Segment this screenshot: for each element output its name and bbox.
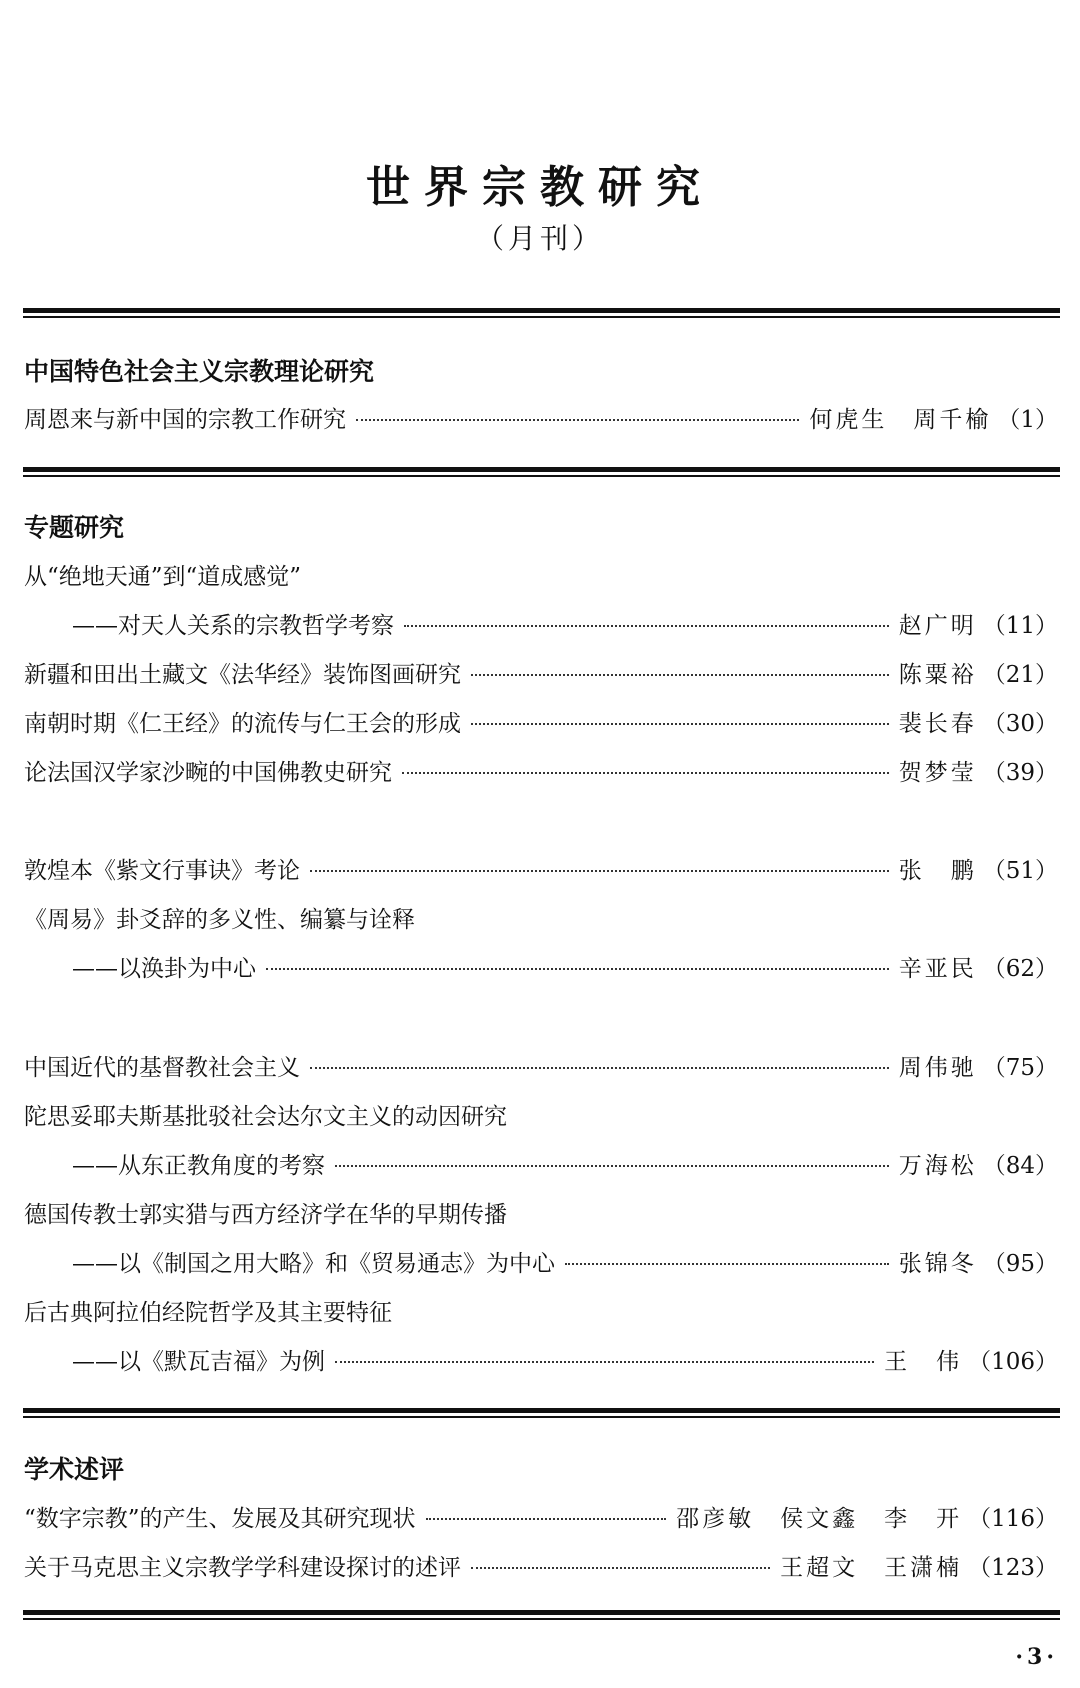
- section-heading: 学术述评: [24, 1455, 125, 1484]
- entry-page: （62）: [982, 956, 1058, 982]
- entry-title[interactable]: 陀思妥耶夫斯基批驳社会达尔文主义的动因研究: [24, 1104, 507, 1130]
- divider-top: [23, 308, 1060, 318]
- entry-title: 中国近代的基督教社会主义: [24, 1055, 300, 1081]
- entry-authors: 裴长春: [898, 711, 977, 737]
- leader-dots: [266, 968, 889, 970]
- leader-dots: [471, 723, 889, 725]
- entry-title: 南朝时期《仁王经》的流传与仁王会的形成: [24, 711, 461, 737]
- toc-entry[interactable]: [72, 1346, 1058, 1378]
- entry-title[interactable]: 从“绝地天通”到“道成感觉”: [24, 564, 302, 590]
- toc-entry[interactable]: [24, 855, 1058, 887]
- leader-dots: [310, 1067, 889, 1069]
- page-number: ·3·: [1015, 1644, 1058, 1670]
- entry-authors: 王超文 王潇楠: [780, 1555, 963, 1581]
- entry-title: 周恩来与新中国的宗教工作研究: [24, 407, 346, 433]
- journal-subtitle: （月刊）: [475, 222, 604, 255]
- entry-page: （11）: [982, 613, 1058, 639]
- entry-authors: 周伟驰: [898, 1055, 977, 1081]
- leader-dots: [426, 1518, 667, 1520]
- entry-subtitle: ——对天人关系的宗教哲学考察: [72, 613, 394, 639]
- entry-title[interactable]: 德国传教士郭实猎与西方经济学在华的早期传播: [24, 1202, 507, 1228]
- leader-dots: [356, 419, 799, 421]
- leader-dots: [335, 1165, 889, 1167]
- toc-entry[interactable]: [72, 953, 1058, 985]
- toc-entry[interactable]: [72, 610, 1058, 642]
- entry-page: （30）: [982, 711, 1058, 737]
- entry-page: （116）: [968, 1506, 1058, 1532]
- entry-authors: 陈粟裕: [898, 662, 977, 688]
- journal-title: 世界宗教研究: [366, 162, 714, 213]
- leader-dots: [310, 870, 889, 872]
- entry-subtitle: ——以《制国之用大略》和《贸易通志》为中心: [72, 1251, 555, 1277]
- entry-page: （95）: [982, 1251, 1058, 1277]
- entry-page: （84）: [982, 1153, 1058, 1179]
- entry-authors: 贺梦莹: [898, 760, 977, 786]
- entry-authors: 辛亚民: [898, 956, 977, 982]
- leader-dots: [335, 1361, 874, 1363]
- entry-title: 敦煌本《紫文行事诀》考论: [24, 858, 300, 884]
- toc-entry[interactable]: [72, 1150, 1058, 1182]
- entry-authors: 邵彦敏 侯文鑫 李 开: [676, 1506, 963, 1532]
- section-heading: 中国特色社会主义宗教理论研究: [24, 357, 375, 386]
- entry-title[interactable]: 《周易》卦爻辞的多义性、编纂与诠释: [24, 907, 415, 933]
- toc-entry[interactable]: [72, 1248, 1058, 1280]
- toc-entry[interactable]: [24, 1052, 1058, 1084]
- entry-title: 关于马克思主义宗教学学科建设探讨的述评: [24, 1555, 461, 1581]
- entry-authors: 张锦冬: [898, 1251, 977, 1277]
- entry-page: （1）: [997, 407, 1058, 433]
- divider: [23, 1408, 1060, 1418]
- leader-dots: [565, 1263, 889, 1265]
- leader-dots: [471, 1567, 770, 1569]
- divider: [23, 467, 1060, 477]
- entry-authors: 何虎生 周千榆: [809, 407, 992, 433]
- leader-dots: [402, 772, 889, 774]
- entry-subtitle: ——以《默瓦吉福》为例: [72, 1349, 325, 1375]
- entry-title: 新疆和田出土藏文《法华经》装饰图画研究: [24, 662, 461, 688]
- divider-bottom: [23, 1610, 1060, 1620]
- toc-entry[interactable]: [24, 659, 1058, 691]
- entry-title: 论法国汉学家沙畹的中国佛教史研究: [24, 760, 392, 786]
- entry-authors: 赵广明: [898, 613, 977, 639]
- entry-subtitle: ——从东正教角度的考察: [72, 1153, 325, 1179]
- entry-page: （123）: [968, 1555, 1058, 1581]
- toc-entry[interactable]: [24, 708, 1058, 740]
- entry-authors: 万海松: [898, 1153, 977, 1179]
- entry-page: （39）: [982, 760, 1058, 786]
- toc-entry[interactable]: [24, 404, 1058, 436]
- leader-dots: [404, 625, 889, 627]
- toc-entry[interactable]: [24, 1503, 1058, 1535]
- entry-subtitle: ——以涣卦为中心: [72, 956, 256, 982]
- section-heading: 专题研究: [24, 513, 125, 542]
- entry-title: “数字宗教”的产生、发展及其研究现状: [24, 1506, 416, 1532]
- entry-authors: 王 伟: [884, 1349, 963, 1375]
- entry-page: （106）: [968, 1349, 1058, 1375]
- entry-page: （21）: [982, 662, 1058, 688]
- leader-dots: [471, 674, 889, 676]
- toc-entry[interactable]: [24, 757, 1058, 789]
- entry-page: （75）: [982, 1055, 1058, 1081]
- entry-title[interactable]: 后古典阿拉伯经院哲学及其主要特征: [24, 1300, 392, 1326]
- entry-page: （51）: [982, 858, 1058, 884]
- entry-authors: 张 鹏: [898, 858, 977, 884]
- toc-entry[interactable]: [24, 1552, 1058, 1584]
